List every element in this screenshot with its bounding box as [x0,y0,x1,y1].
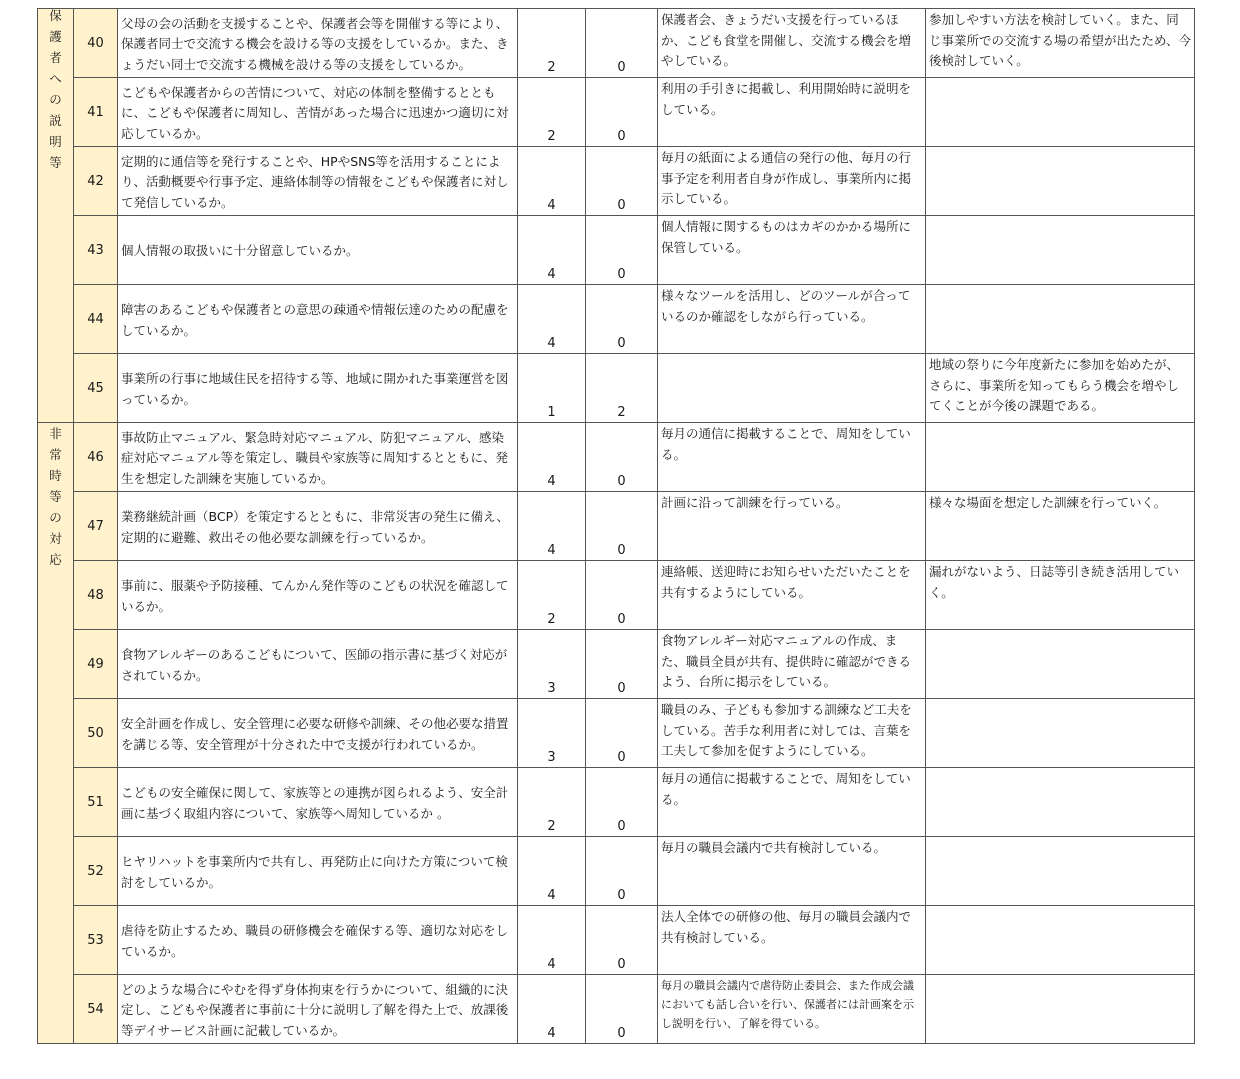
table-row [38,906,1195,975]
yes-count: 3 [518,630,586,699]
item-number: 42 [74,147,118,216]
no-count: 0 [586,78,658,147]
question-text: 事前に、服薬や予防接種、てんかん発作等のこどもの状況を確認しているか。 [121,578,509,614]
status-text: 毎月の通信に掲載することで、周知をしている。 [661,771,911,807]
question-text: 安全計画を作成し、安全管理に必要な研修や訓練、その他必要な措置を講じる等、安全管理が十分された中で支援が行われているか。 [121,716,509,752]
status-text: 食物アレルギー対応マニュアルの作成、また、職員全員が共有、提供時に確認ができるよう、台所に掲示をしている。 [661,633,912,689]
yes-count: 4 [518,285,586,354]
improvement-cell [926,837,1195,906]
question-cell [118,768,518,837]
item-number: 49 [74,630,118,699]
no-count: 0 [586,906,658,975]
no-count: 0 [586,147,658,216]
table-row [38,423,1195,492]
section-label-cell [38,423,74,1044]
table-row [38,285,1195,354]
section-label: 非常時等の対応 [49,426,62,567]
status-text: 計画に沿って訓練を行っている。 [661,495,849,510]
question-cell [118,561,518,630]
item-number: 52 [74,837,118,906]
no-count: 0 [586,630,658,699]
status-text: 毎月の通信に掲載することで、周知をしている。 [661,426,911,462]
status-cell [658,837,926,906]
status-text: 毎月の紙面による通信の発行の他、毎月の行事予定を利用者自身が作成し、事業所内に掲示している。 [661,150,912,206]
improvement-cell [926,285,1195,354]
table-row [38,630,1195,699]
yes-count: 4 [518,906,586,975]
question-cell [118,423,518,492]
no-count: 0 [586,561,658,630]
question-cell [118,216,518,285]
question-text: 食物アレルギーのあるこどもについて、医師の指示書に基づく対応がされているか。 [121,647,508,683]
status-text: 様々なツールを活用し、どのツールが合っているのか確認をしながら行っている。 [661,288,911,324]
improvement-cell [926,9,1195,78]
item-number: 50 [74,699,118,768]
no-count: 0 [586,285,658,354]
status-text: 連絡帳、送迎時にお知らせいただいたことを共有するようにしている。 [661,564,911,600]
item-number: 45 [74,354,118,423]
status-text: 毎月の職員会議内で虐待防止委員会、また作成会議においても話し合いを行い、保護者には計画案を示し説明を行い、了解を得ている。 [661,979,914,1030]
status-cell [658,561,926,630]
item-number: 53 [74,906,118,975]
table-row [38,492,1195,561]
table-row [38,354,1195,423]
question-text: 事業所の行事に地域住民を招待する等、地域に開かれた事業運営を図っているか。 [121,371,509,407]
improvement-cell [926,423,1195,492]
yes-count: 2 [518,768,586,837]
question-text: 業務継続計画（BCP）を策定するとともに、非常災害の発生に備え、定期的に避難、救出その他必要な訓練を行っているか。 [121,509,509,545]
question-cell [118,699,518,768]
yes-count: 4 [518,492,586,561]
item-number: 40 [74,9,118,78]
yes-count: 4 [518,216,586,285]
no-count: 0 [586,423,658,492]
yes-count: 4 [518,147,586,216]
improvement-cell [926,147,1195,216]
item-number: 51 [74,768,118,837]
improvement-cell [926,216,1195,285]
improvement-text: 参加しやすい方法を検討していく。また、同じ事業所での交流する場の希望が出たため、今後検討していく。 [929,12,1192,68]
item-number: 43 [74,216,118,285]
question-cell [118,906,518,975]
improvement-text: 地域の祭りに今年度新たに参加を始めたが、さらに、事業所を知ってもらう機会を増やしてくことが今後の課題である。 [929,357,1180,413]
status-cell [658,768,926,837]
question-text: 父母の会の活動を支援することや、保護者会等を開催する等により、保護者同士で交流する機会を設ける等の支援をしているか。また、きょうだい同士で交流する機械を設ける等の支援をしているか。 [121,15,509,72]
improvement-text: 様々な場面を想定した訓練を行っていく。 [929,495,1167,510]
status-cell [658,78,926,147]
status-text: 個人情報に関するものはカギのかかる場所に保管している。 [661,219,912,255]
item-number: 47 [74,492,118,561]
table-row [38,975,1195,1044]
status-cell [658,423,926,492]
question-cell [118,975,518,1044]
status-cell [658,699,926,768]
question-cell [118,492,518,561]
table-row [38,9,1195,78]
status-cell [658,147,926,216]
status-text: 職員のみ、子どもも参加する訓練など工夫をしている。苦手な利用者に対しては、言葉を工夫して参加を促すようにしている。 [661,702,912,758]
question-cell [118,78,518,147]
yes-count: 2 [518,78,586,147]
table-row [38,837,1195,906]
question-text: 個人情報の取扱いに十分留意しているか。 [121,243,359,259]
section-label-cell [38,9,74,423]
yes-count: 4 [518,837,586,906]
improvement-cell [926,699,1195,768]
question-cell [118,147,518,216]
status-cell [658,975,926,1044]
question-cell [118,9,518,78]
yes-count: 2 [518,9,586,78]
question-cell [118,837,518,906]
improvement-cell [926,561,1195,630]
section-label: 保護者への説明等 [49,8,62,170]
no-count: 0 [586,768,658,837]
status-text: 法人全体での研修の他、毎月の職員会議内で共有検討している。 [661,909,912,945]
improvement-cell [926,630,1195,699]
yes-count: 4 [518,975,586,1044]
question-text: 定期的に通信等を発行することや、HPやSNS等を活用することにより、活動概要や行事予定、連絡体制等の情報をこどもや保護者に対して発信しているか。 [121,153,509,210]
item-number: 46 [74,423,118,492]
question-text: こどもの安全確保に関して、家族等との連携が図られるよう、安全計画に基づく取組内容について、家族等へ周知しているか 。 [121,785,509,821]
yes-count: 2 [518,561,586,630]
improvement-cell [926,768,1195,837]
improvement-cell [926,975,1195,1044]
no-count: 2 [586,354,658,423]
yes-count: 3 [518,699,586,768]
question-text: ヒヤリハットを事業所内で共有し、再発防止に向けた方策について検討をしているか。 [121,854,508,890]
item-number: 44 [74,285,118,354]
question-cell [118,354,518,423]
status-text: 利用の手引きに掲載し、利用開始時に説明をしている。 [661,81,912,117]
status-text: 保護者会、きょうだい支援を行っているほか、こども食堂を開催し、交流する機会を増やしている。 [661,12,912,68]
status-cell [658,630,926,699]
item-number: 41 [74,78,118,147]
table-row [38,78,1195,147]
question-text: どのような場合にやむを得ず身体拘束を行うかについて、組織的に決定し、こどもや保護者に事前に十分に説明し了解を得た上で、放課後等デイサービス計画に記載しているか。 [121,981,509,1038]
question-cell [118,630,518,699]
yes-count: 4 [518,423,586,492]
yes-count: 1 [518,354,586,423]
no-count: 0 [586,216,658,285]
no-count: 0 [586,699,658,768]
improvement-text: 漏れがないよう、日誌等引き続き活用していく。 [929,564,1180,600]
status-cell [658,285,926,354]
table-row [38,561,1195,630]
status-cell [658,9,926,78]
question-text: 虐待を防止するため、職員の研修機会を確保する等、適切な対応をしているか。 [121,923,509,959]
question-text: 障害のあるこどもや保護者との意思の疎通や情報伝達のための配慮をしているか。 [121,302,509,338]
status-cell [658,354,926,423]
table-row [38,147,1195,216]
improvement-cell [926,906,1195,975]
evaluation-table [37,8,1195,1044]
question-text: こどもや保護者からの苦情について、対応の体制を整備するとともに、こどもや保護者に周知し、苦情があった場合に迅速かつ適切に対応しているか。 [121,84,509,141]
no-count: 0 [586,837,658,906]
improvement-cell [926,78,1195,147]
no-count: 0 [586,9,658,78]
item-number: 48 [74,561,118,630]
table-row [38,699,1195,768]
table-row [38,768,1195,837]
status-cell [658,492,926,561]
item-number: 54 [74,975,118,1044]
improvement-cell [926,354,1195,423]
status-text: 毎月の職員会議内で共有検討している。 [661,840,887,855]
question-text: 事故防止マニュアル、緊急時対応マニュアル、防犯マニュアル、感染症対応マニュアル等を策定し、職員や家族等に周知するとともに、発生を想定した訓練を実施しているか。 [121,429,509,486]
no-count: 0 [586,975,658,1044]
no-count: 0 [586,492,658,561]
question-cell [118,285,518,354]
improvement-cell [926,492,1195,561]
status-cell [658,216,926,285]
status-cell [658,906,926,975]
table-row [38,216,1195,285]
